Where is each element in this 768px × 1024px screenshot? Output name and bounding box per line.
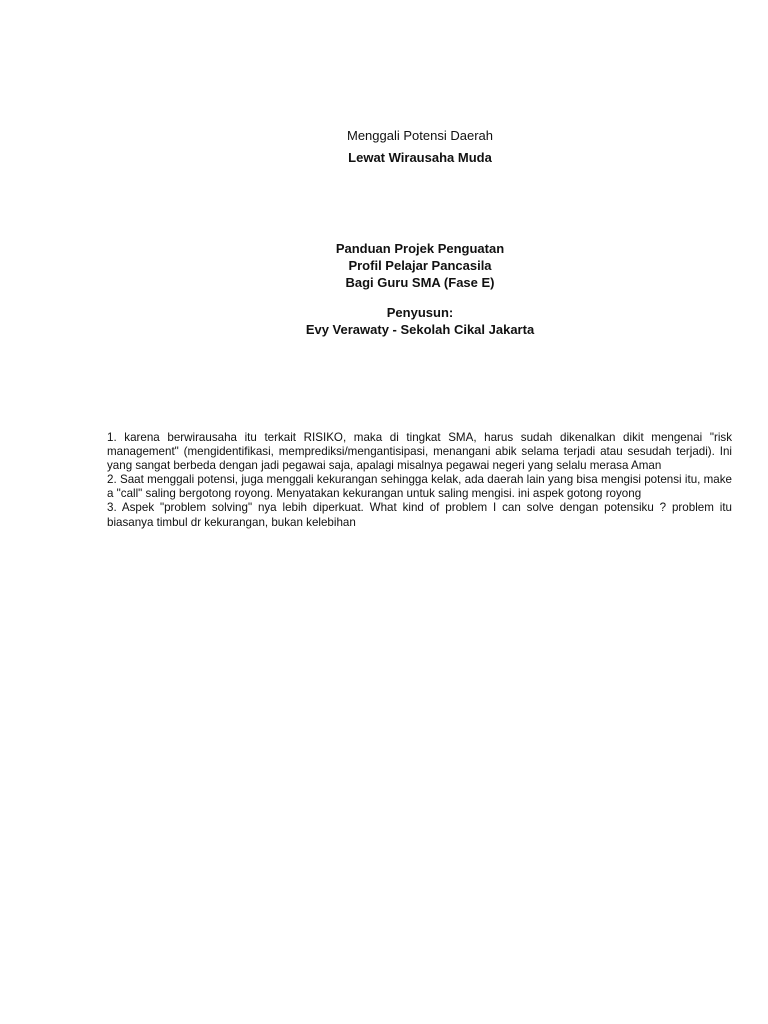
author-name: Evy Verawaty - Sekolah Cikal Jakarta (305, 322, 535, 337)
title-line-1: Menggali Potensi Daerah (347, 128, 493, 143)
document-title (0, 126, 768, 168)
author-block (0, 304, 768, 338)
author-label: Penyusun: (386, 305, 454, 320)
guide-line-3: Bagi Guru SMA (Fase E) (345, 275, 495, 290)
notes-list (107, 431, 732, 530)
guide-line-1: Panduan Projek Penguatan (335, 241, 505, 256)
guide-heading (0, 240, 768, 291)
title-line-2: Lewat Wirausaha Muda (348, 150, 492, 165)
guide-line-2: Profil Pelajar Pancasila (348, 258, 492, 273)
note-item-3: 3. Aspek "problem solving" nya lebih diperkuat. What kind of problem I can solve dengan potensiku ? problem itu biasanya timbul dr kekurangan, bukan kelebihan (107, 501, 732, 529)
note-item-1: 1. karena berwirausaha itu terkait RISIKO, maka di tingkat SMA, harus sudah dikenalkan dikit mengenai "risk management" (mengidentifikasi, memprediksi/mengantisipasi, menangani abik selama terjadi atau sesudah terjadi). Ini yang sangat berbeda dengan jadi pegawai saja, apalagi misalnya pegawai negeri yang selalu merasa Aman (107, 431, 732, 473)
note-item-2: 2. Saat menggali potensi, juga menggali kekurangan sehingga kelak, ada daerah lain yang bisa mengisi potensi itu, make a "call" saling bergotong royong. Menyatakan kekurangan untuk saling mengisi. ini aspek gotong royong (107, 473, 732, 501)
